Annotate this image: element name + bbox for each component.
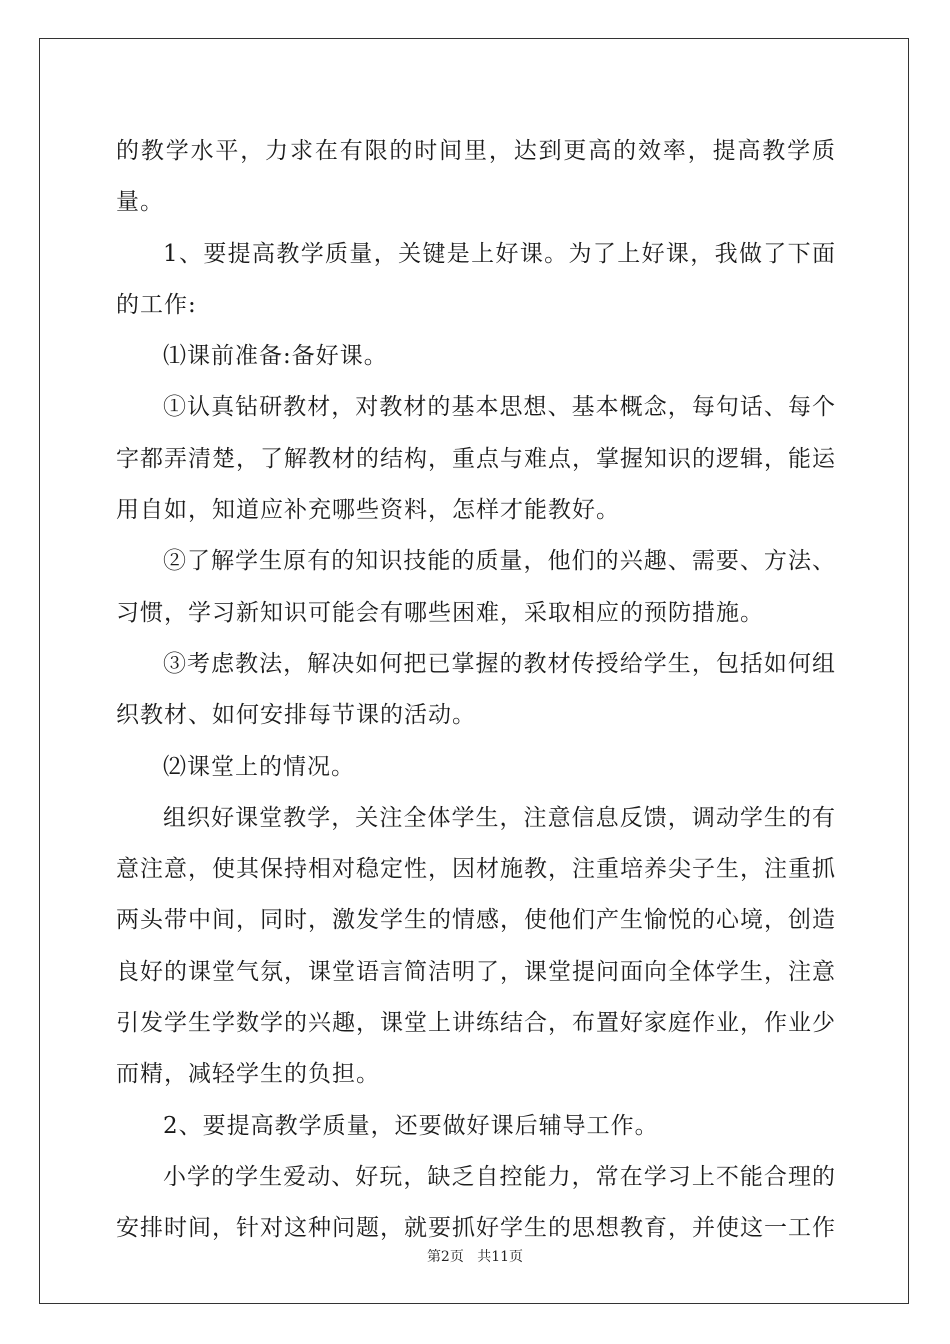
page-footer: [0, 1246, 950, 1266]
paragraph-item-2: ②了解学生原有的知识技能的质量，他们的兴趣、需要、方法、习惯，学习新知识可能会有哪些困难，采取相应的预防措施。: [116, 548, 836, 626]
paragraph-subheading-2: ⑵课堂上的情况。: [163, 753, 355, 780]
page-number: 第2页: [426, 1249, 464, 1265]
document-body: [116, 126, 836, 1255]
paragraph-classroom: 组织好课堂教学，关注全体学生，注意信息反馈，调动学生的有意注意，使其保持相对稳定性，因材施教，注重培养尖子生，注重抓两头带中间，同时，激发学生的情感，使他们产生愉悦的心境，创造良好的课堂气氛，课堂语言简洁明了，课堂提问面向全体学生，注意引发学生学数学的兴趣，课堂上讲练结合，布置好家庭作业，作业少而精，减轻学生的负担。: [116, 804, 836, 1088]
paragraph-item-1: ①认真钻研教材，对教材的基本思想、基本概念，每句话、每个字都弄清楚，了解教材的结构，重点与难点，掌握知识的逻辑，能运用自如，知道应补充哪些资料，怎样才能教好。: [116, 394, 836, 524]
paragraph-tutoring: 小学的学生爱动、好玩，缺乏自控能力，常在学习上不能合理的安排时间，针对这种问题，就要抓好学生的思想教育，并使这一工作: [116, 1163, 836, 1242]
paragraph-point-1: 1、要提高教学质量，关键是上好课。为了上好课，我做了下面的工作:: [116, 240, 836, 318]
paragraph-continued: 的教学水平，力求在有限的时间里，达到更高的效率，提高教学质量。: [116, 138, 836, 216]
paragraph-item-3: ③考虑教法，解决如何把已掌握的教材传授给学生，包括如何组织教材、如何安排每节课的活动。: [116, 650, 836, 729]
page-total: 共11页: [477, 1249, 524, 1265]
paragraph-subheading-1: ⑴课前准备:备好课。: [163, 343, 388, 370]
paragraph-point-2: 2、要提高教学质量，还要做好课后辅导工作。: [163, 1112, 659, 1139]
